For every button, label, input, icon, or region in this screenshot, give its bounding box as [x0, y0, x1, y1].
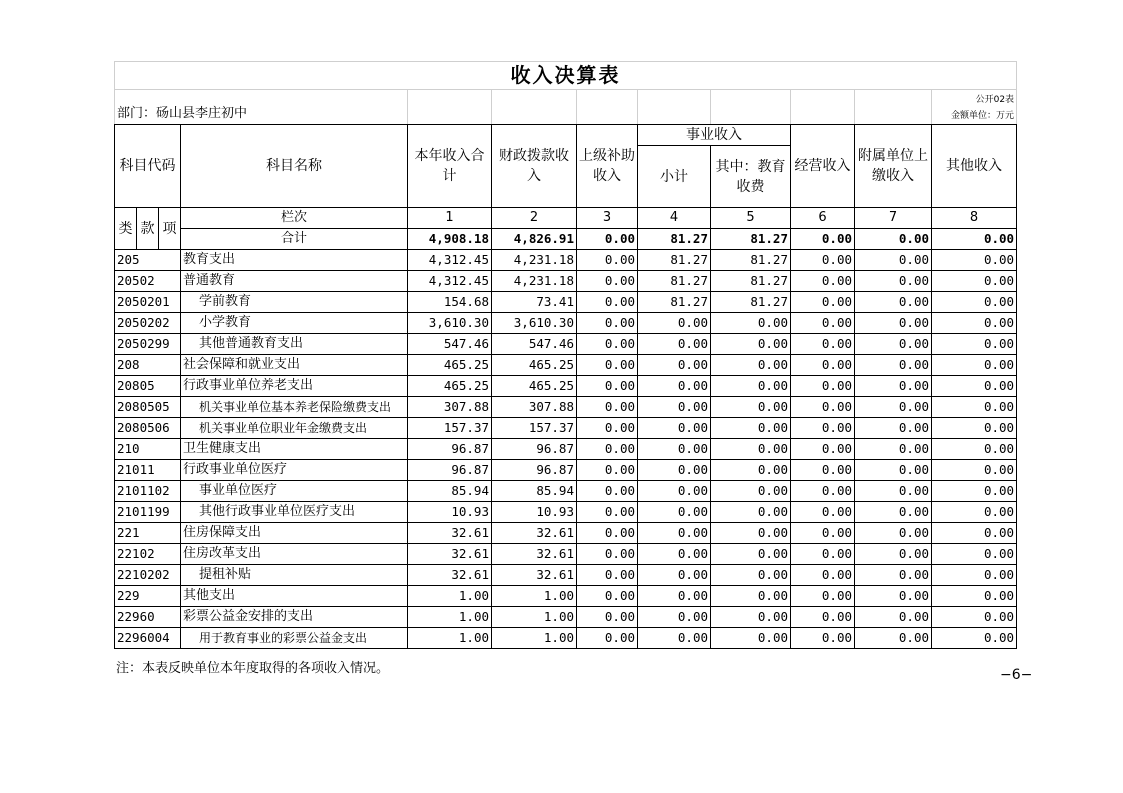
row-value: 73.41 — [492, 292, 577, 313]
table-row — [115, 544, 1017, 565]
row-value: 0.00 — [638, 418, 711, 439]
row-value: 0.00 — [711, 334, 791, 355]
row-value: 465.25 — [408, 355, 492, 376]
row-value: 0.00 — [638, 607, 711, 628]
row-name: 提租补贴 — [181, 565, 408, 586]
col-number: 3 — [577, 208, 638, 229]
row-value: 0.00 — [932, 481, 1017, 502]
col-number: 1 — [408, 208, 492, 229]
row-value: 0.00 — [638, 481, 711, 502]
row-value: 0.00 — [577, 607, 638, 628]
row-value: 307.88 — [408, 397, 492, 418]
table-row — [115, 607, 1017, 628]
row-value: 0.00 — [638, 439, 711, 460]
row-value: 81.27 — [638, 250, 711, 271]
row-value: 1.00 — [492, 586, 577, 607]
row-value: 0.00 — [855, 376, 932, 397]
row-value: 1.00 — [492, 628, 577, 649]
row-value: 96.87 — [492, 460, 577, 481]
row-value: 0.00 — [638, 313, 711, 334]
header-lei: 类 — [115, 208, 137, 250]
col-number: 8 — [932, 208, 1017, 229]
total-value: 4,826.91 — [492, 229, 577, 250]
row-value: 0.00 — [638, 397, 711, 418]
row-code: 22102 — [115, 544, 181, 565]
row-value: 0.00 — [932, 544, 1017, 565]
row-value: 32.61 — [492, 565, 577, 586]
row-name: 住房改革支出 — [181, 544, 408, 565]
row-value: 0.00 — [791, 628, 855, 649]
header-superior: 上级补助收入 — [577, 125, 638, 208]
row-value: 465.25 — [492, 355, 577, 376]
row-name: 其他行政事业单位医疗支出 — [181, 502, 408, 523]
row-value: 465.25 — [492, 376, 577, 397]
row-value: 0.00 — [855, 481, 932, 502]
row-value: 0.00 — [855, 313, 932, 334]
total-value: 4,908.18 — [408, 229, 492, 250]
row-value: 0.00 — [791, 292, 855, 313]
row-name: 社会保障和就业支出 — [181, 355, 408, 376]
row-value: 0.00 — [932, 334, 1017, 355]
row-value: 0.00 — [791, 523, 855, 544]
row-value: 0.00 — [855, 292, 932, 313]
row-value: 0.00 — [855, 565, 932, 586]
row-value: 0.00 — [577, 565, 638, 586]
row-value: 0.00 — [932, 565, 1017, 586]
header-career-subtotal: 小计 — [638, 146, 711, 208]
row-code: 2080506 — [115, 418, 181, 439]
row-code: 205 — [115, 250, 181, 271]
row-value: 81.27 — [638, 271, 711, 292]
row-value: 0.00 — [855, 502, 932, 523]
header-code: 科目代码 — [115, 125, 181, 208]
row-name: 行政事业单位养老支出 — [181, 376, 408, 397]
row-value: 0.00 — [932, 271, 1017, 292]
table-row — [115, 523, 1017, 544]
row-value: 0.00 — [932, 250, 1017, 271]
row-value: 0.00 — [577, 292, 638, 313]
row-value: 465.25 — [408, 376, 492, 397]
row-name: 事业单位医疗 — [181, 481, 408, 502]
row-value: 0.00 — [711, 355, 791, 376]
income-statement-sheet — [114, 61, 1014, 649]
row-value: 85.94 — [492, 481, 577, 502]
row-value: 3,610.30 — [492, 313, 577, 334]
row-name: 普通教育 — [181, 271, 408, 292]
row-value: 32.61 — [408, 523, 492, 544]
row-value: 0.00 — [577, 418, 638, 439]
row-value: 0.00 — [791, 502, 855, 523]
row-name: 其他普通教育支出 — [181, 334, 408, 355]
row-code: 2050202 — [115, 313, 181, 334]
total-value: 81.27 — [711, 229, 791, 250]
row-value: 85.94 — [408, 481, 492, 502]
row-value: 32.61 — [408, 565, 492, 586]
table-row — [115, 460, 1017, 481]
row-value: 0.00 — [791, 271, 855, 292]
row-code: 2210202 — [115, 565, 181, 586]
row-value: 0.00 — [932, 376, 1017, 397]
row-code: 22960 — [115, 607, 181, 628]
row-value: 0.00 — [791, 355, 855, 376]
row-value: 0.00 — [791, 460, 855, 481]
row-name: 教育支出 — [181, 250, 408, 271]
header-business: 经营收入 — [791, 125, 855, 208]
row-code: 2101199 — [115, 502, 181, 523]
row-value: 32.61 — [408, 544, 492, 565]
header-fiscal: 财政拨款收入 — [492, 125, 577, 208]
row-value: 0.00 — [577, 250, 638, 271]
total-value: 81.27 — [638, 229, 711, 250]
row-value: 0.00 — [577, 544, 638, 565]
row-name: 卫生健康支出 — [181, 439, 408, 460]
row-value: 0.00 — [791, 334, 855, 355]
row-value: 81.27 — [711, 292, 791, 313]
row-value: 0.00 — [855, 355, 932, 376]
row-value: 10.93 — [492, 502, 577, 523]
income-table — [114, 61, 1017, 649]
header-career-edu: 其中：教育收费 — [711, 146, 791, 208]
total-label: 合计 — [181, 229, 408, 250]
header-name: 科目名称 — [181, 125, 408, 208]
row-value: 0.00 — [855, 418, 932, 439]
row-value: 154.68 — [408, 292, 492, 313]
row-value: 547.46 — [492, 334, 577, 355]
col-number: 4 — [638, 208, 711, 229]
row-value: 0.00 — [932, 460, 1017, 481]
row-value: 0.00 — [932, 292, 1017, 313]
row-value: 0.00 — [791, 418, 855, 439]
row-value: 0.00 — [577, 502, 638, 523]
row-value: 0.00 — [791, 250, 855, 271]
row-value: 0.00 — [577, 313, 638, 334]
row-name: 学前教育 — [181, 292, 408, 313]
header-kuan: 款 — [137, 208, 159, 250]
row-code: 221 — [115, 523, 181, 544]
table-row — [115, 334, 1017, 355]
row-value: 0.00 — [791, 544, 855, 565]
row-value: 96.87 — [408, 439, 492, 460]
row-value: 0.00 — [932, 586, 1017, 607]
row-code: 21011 — [115, 460, 181, 481]
row-value: 0.00 — [791, 565, 855, 586]
row-value: 0.00 — [932, 523, 1017, 544]
row-value: 0.00 — [577, 460, 638, 481]
total-value: 0.00 — [791, 229, 855, 250]
row-value: 0.00 — [638, 628, 711, 649]
row-value: 0.00 — [932, 397, 1017, 418]
row-name: 行政事业单位医疗 — [181, 460, 408, 481]
row-value: 0.00 — [711, 544, 791, 565]
row-value: 0.00 — [932, 439, 1017, 460]
row-value: 32.61 — [492, 544, 577, 565]
row-value: 0.00 — [855, 271, 932, 292]
table-row — [115, 418, 1017, 439]
row-value: 0.00 — [577, 439, 638, 460]
col-number: 6 — [791, 208, 855, 229]
row-code: 2101102 — [115, 481, 181, 502]
row-value: 0.00 — [711, 376, 791, 397]
row-value: 0.00 — [932, 313, 1017, 334]
row-value: 1.00 — [408, 628, 492, 649]
row-value: 0.00 — [855, 460, 932, 481]
row-value: 0.00 — [638, 523, 711, 544]
row-name: 彩票公益金安排的支出 — [181, 607, 408, 628]
table-row — [115, 376, 1017, 397]
row-value: 157.37 — [408, 418, 492, 439]
table-row — [115, 481, 1017, 502]
row-name: 机关事业单位基本养老保险缴费支出 — [181, 397, 408, 418]
row-name: 住房保障支出 — [181, 523, 408, 544]
form-code: 公开02表 — [975, 95, 1015, 105]
row-value: 0.00 — [791, 439, 855, 460]
row-value: 0.00 — [932, 628, 1017, 649]
row-value: 0.00 — [855, 628, 932, 649]
row-value: 0.00 — [711, 439, 791, 460]
row-value: 0.00 — [638, 355, 711, 376]
table-row — [115, 502, 1017, 523]
table-row — [115, 565, 1017, 586]
row-value: 81.27 — [711, 271, 791, 292]
row-value: 4,312.45 — [408, 271, 492, 292]
form-meta — [932, 90, 1017, 125]
header-other: 其他收入 — [932, 125, 1017, 208]
row-value: 0.00 — [711, 586, 791, 607]
row-value: 307.88 — [492, 397, 577, 418]
table-title: 收入决算表 — [115, 62, 1017, 90]
row-value: 32.61 — [492, 523, 577, 544]
row-value: 0.00 — [638, 376, 711, 397]
table-note: 注：本表反映单位本年度取得的各项收入情况。 — [116, 661, 390, 676]
row-value: 0.00 — [711, 418, 791, 439]
row-name: 小学教育 — [181, 313, 408, 334]
total-value: 0.00 — [855, 229, 932, 250]
row-value: 1.00 — [408, 586, 492, 607]
row-code: 2050299 — [115, 334, 181, 355]
row-value: 547.46 — [408, 334, 492, 355]
row-value: 0.00 — [638, 334, 711, 355]
row-name: 用于教育事业的彩票公益金支出 — [181, 628, 408, 649]
row-value: 4,231.18 — [492, 271, 577, 292]
row-name: 机关事业单位职业年金缴费支出 — [181, 418, 408, 439]
col-number: 7 — [855, 208, 932, 229]
row-value: 0.00 — [711, 460, 791, 481]
col-number: 2 — [492, 208, 577, 229]
row-code: 2050201 — [115, 292, 181, 313]
row-value: 0.00 — [855, 586, 932, 607]
row-code: 2296004 — [115, 628, 181, 649]
row-value: 0.00 — [711, 523, 791, 544]
table-row — [115, 355, 1017, 376]
department-label: 部门：砀山县李庄初中 — [115, 90, 408, 125]
row-value: 157.37 — [492, 418, 577, 439]
row-value: 0.00 — [855, 397, 932, 418]
header-total: 本年收入合计 — [408, 125, 492, 208]
row-code: 2080505 — [115, 397, 181, 418]
row-value: 0.00 — [577, 334, 638, 355]
row-value: 0.00 — [791, 376, 855, 397]
row-value: 0.00 — [855, 334, 932, 355]
row-value: 81.27 — [711, 250, 791, 271]
table-row — [115, 271, 1017, 292]
table-row — [115, 628, 1017, 649]
row-value: 81.27 — [638, 292, 711, 313]
row-value: 4,231.18 — [492, 250, 577, 271]
table-row — [115, 313, 1017, 334]
row-value: 0.00 — [711, 481, 791, 502]
row-value: 0.00 — [577, 271, 638, 292]
table-row — [115, 397, 1017, 418]
total-value: 0.00 — [577, 229, 638, 250]
row-value: 0.00 — [711, 502, 791, 523]
row-value: 0.00 — [855, 523, 932, 544]
row-name: 其他支出 — [181, 586, 408, 607]
row-value: 0.00 — [577, 355, 638, 376]
header-xiang: 项 — [159, 208, 181, 250]
row-value: 1.00 — [408, 607, 492, 628]
row-value: 0.00 — [638, 544, 711, 565]
row-value: 0.00 — [932, 502, 1017, 523]
page-number: −6− — [1000, 667, 1033, 683]
row-value: 3,610.30 — [408, 313, 492, 334]
row-value: 0.00 — [711, 565, 791, 586]
row-value: 0.00 — [577, 481, 638, 502]
row-value: 96.87 — [408, 460, 492, 481]
row-code: 20805 — [115, 376, 181, 397]
row-value: 0.00 — [791, 586, 855, 607]
total-value: 0.00 — [932, 229, 1017, 250]
header-affiliated: 附属单位上缴收入 — [855, 125, 932, 208]
row-value: 0.00 — [855, 439, 932, 460]
column-label: 栏次 — [181, 208, 408, 229]
row-value: 0.00 — [932, 418, 1017, 439]
row-value: 0.00 — [791, 607, 855, 628]
table-row — [115, 292, 1017, 313]
table-row — [115, 586, 1017, 607]
row-value: 0.00 — [791, 481, 855, 502]
row-value: 0.00 — [577, 523, 638, 544]
row-code: 208 — [115, 355, 181, 376]
row-value: 0.00 — [855, 250, 932, 271]
row-value: 0.00 — [791, 397, 855, 418]
row-value: 0.00 — [855, 607, 932, 628]
row-value: 1.00 — [492, 607, 577, 628]
row-value: 0.00 — [791, 313, 855, 334]
row-value: 0.00 — [638, 586, 711, 607]
table-row — [115, 250, 1017, 271]
amount-unit: 金额单位：万元 — [951, 111, 1015, 121]
row-value: 96.87 — [492, 439, 577, 460]
row-value: 0.00 — [711, 607, 791, 628]
row-value: 0.00 — [711, 397, 791, 418]
row-code: 210 — [115, 439, 181, 460]
row-value: 0.00 — [577, 628, 638, 649]
row-value: 0.00 — [932, 355, 1017, 376]
row-value: 0.00 — [711, 313, 791, 334]
row-value: 0.00 — [711, 628, 791, 649]
row-code: 229 — [115, 586, 181, 607]
row-code: 20502 — [115, 271, 181, 292]
row-value: 0.00 — [638, 460, 711, 481]
row-value: 10.93 — [408, 502, 492, 523]
header-career: 事业收入 — [638, 125, 791, 146]
row-value: 0.00 — [932, 607, 1017, 628]
col-number: 5 — [711, 208, 791, 229]
row-value: 0.00 — [638, 502, 711, 523]
row-value: 0.00 — [638, 565, 711, 586]
row-value: 0.00 — [577, 586, 638, 607]
row-value: 0.00 — [577, 376, 638, 397]
row-value: 0.00 — [855, 544, 932, 565]
row-value: 4,312.45 — [408, 250, 492, 271]
table-row — [115, 439, 1017, 460]
row-value: 0.00 — [577, 397, 638, 418]
